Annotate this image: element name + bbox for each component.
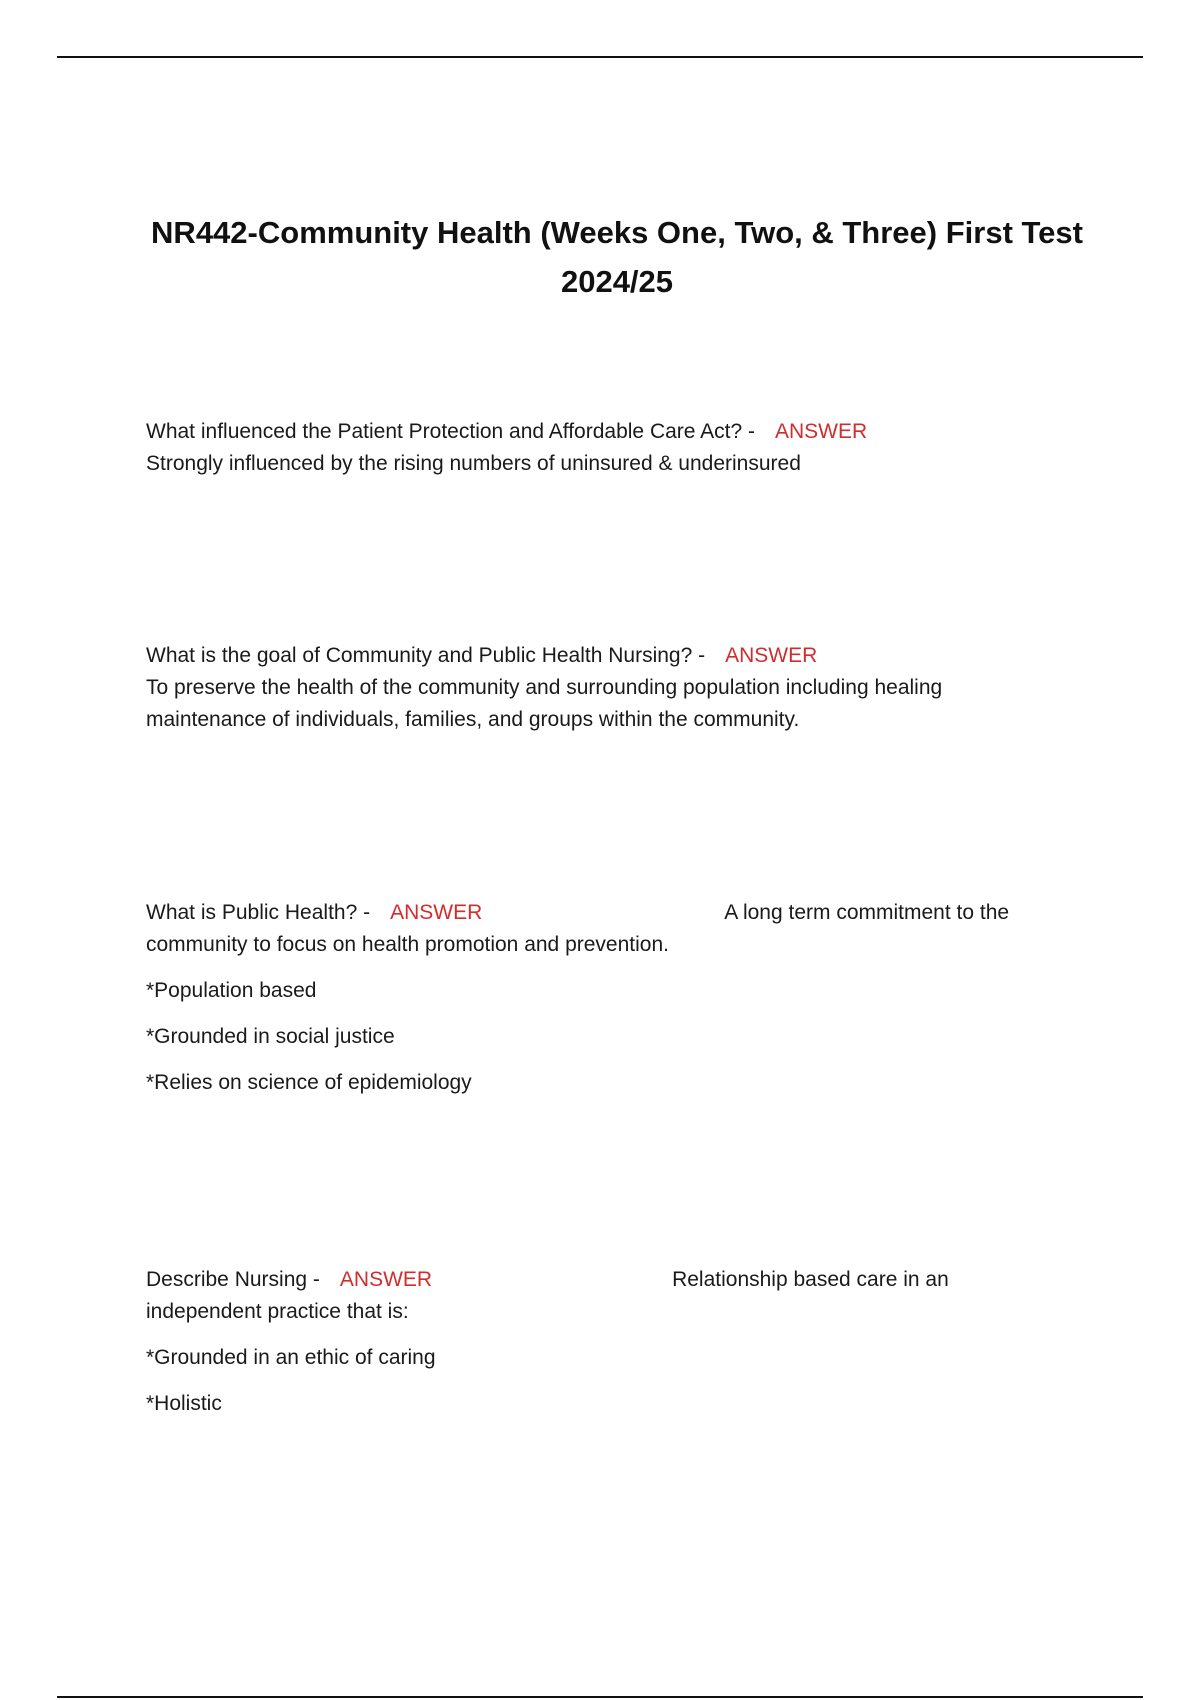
list-item: *Relies on science of epidemiology bbox=[146, 1071, 472, 1094]
question-answer-paragraph bbox=[146, 897, 1066, 961]
top-rule bbox=[57, 56, 1143, 58]
bullet-list bbox=[146, 975, 1066, 1099]
question-line bbox=[146, 640, 1066, 672]
qa-item-4 bbox=[146, 1264, 1066, 1420]
bullet-list bbox=[146, 1342, 1066, 1420]
answer-text: Strongly influenced by the rising numbers of uninsured & underinsured bbox=[146, 452, 801, 475]
answer-text: A long term commitment to the community to focus on health promotion and prevention. bbox=[146, 901, 1010, 956]
question-answer-paragraph bbox=[146, 1264, 1026, 1328]
answer-text: Relationship based care in an independent practice that is: bbox=[146, 1268, 949, 1323]
qa-item-3 bbox=[146, 897, 1066, 1099]
answer-label: ANSWER bbox=[390, 901, 483, 924]
question-line bbox=[146, 416, 1066, 448]
list-item: *Population based bbox=[146, 979, 317, 1002]
bottom-rule bbox=[57, 1696, 1143, 1698]
question-text: What is the goal of Community and Public Health Nursing? - bbox=[146, 644, 706, 667]
answer-label: ANSWER bbox=[339, 1268, 433, 1291]
question-text: What is Public Health? - bbox=[146, 901, 371, 924]
qa-item-2 bbox=[146, 640, 1066, 736]
answer-label: ANSWER bbox=[725, 644, 818, 667]
list-item: *Holistic bbox=[146, 1392, 222, 1415]
answer-label: ANSWER bbox=[775, 420, 868, 443]
list-item: *Grounded in social justice bbox=[146, 1025, 395, 1048]
list-item: *Grounded in an ethic of caring bbox=[146, 1346, 436, 1369]
answer-text: To preserve the health of the community and surrounding population including healing maintenance of individuals, families, and groups within the community. bbox=[146, 676, 943, 731]
question-text: What influenced the Patient Protection and Affordable Care Act? - bbox=[146, 420, 755, 443]
qa-item-1 bbox=[146, 416, 1066, 480]
question-text: Describe Nursing - bbox=[146, 1268, 320, 1291]
document-title: NR442-Community Health (Weeks One, Two, & Three) First Test 2024/25 bbox=[151, 215, 1083, 299]
